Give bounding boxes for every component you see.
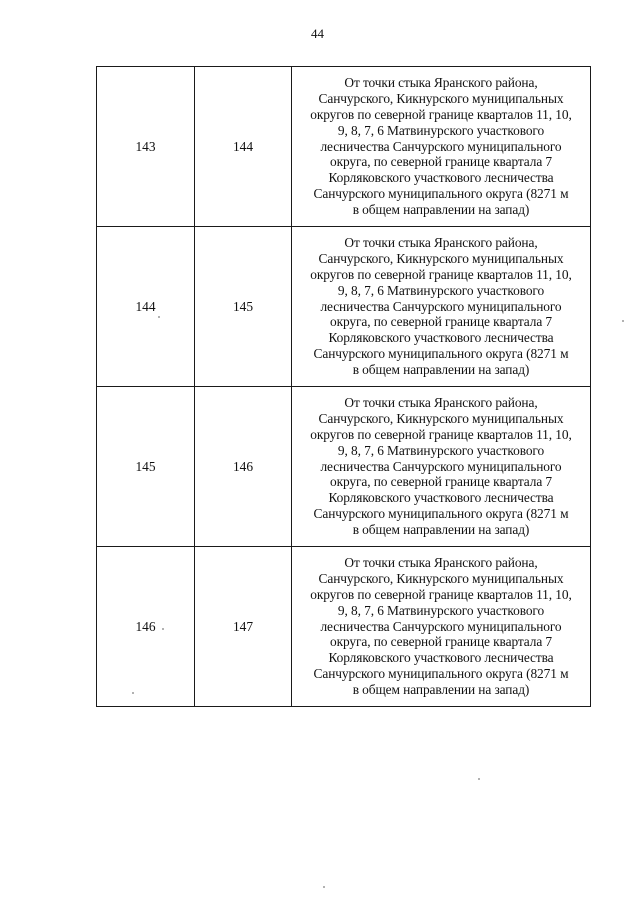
description-line: От точки стыка Яранского района, — [344, 75, 538, 91]
from-point-cell: 143 — [97, 67, 195, 227]
description-line: Санчурского муниципального округа (8271 м — [313, 665, 569, 681]
table-row — [97, 547, 591, 707]
table-row — [97, 227, 591, 387]
scan-speck — [622, 320, 624, 322]
description-line: Санчурского, Кикнурского муниципальных — [318, 571, 564, 587]
boundary-table — [96, 66, 591, 707]
to-point-cell: 146 — [195, 387, 292, 547]
description-line: в общем направлении на запад) — [352, 361, 530, 377]
description-line: лесничества Санчурского муниципального — [320, 138, 562, 154]
page-number: 44 — [311, 26, 324, 41]
description-line: Санчурского, Кикнурского муниципальных — [318, 91, 564, 107]
description-line: 9, 8, 7, 6 Матвинурского участкового — [337, 122, 545, 138]
description-line: Санчурского муниципального округа (8271 м — [313, 345, 569, 361]
description-line: округа, по северной границе квартала 7 — [329, 314, 553, 330]
description-line: Корляковского участкового лесничества — [328, 330, 554, 346]
to-point-cell: 147 — [195, 547, 292, 707]
description-line: Корляковского участкового лесничества — [328, 490, 554, 506]
description-line: Санчурского муниципального округа (8271 м — [313, 505, 569, 521]
description-line: округов по северной границе кварталов 11, 10, — [310, 107, 572, 122]
scan-speck — [158, 316, 160, 318]
description-line: От точки стыка Яранского района, — [344, 235, 538, 251]
description-line: округов по северной границе кварталов 11, 10, — [310, 267, 572, 282]
scan-speck — [323, 886, 325, 888]
description-line: 9, 8, 7, 6 Матвинурского участкового — [337, 602, 545, 618]
description-line: округов по северной границе кварталов 11, 10, — [310, 587, 572, 602]
table-row — [97, 387, 591, 547]
description-line: лесничества Санчурского муниципального — [320, 618, 562, 634]
table-row — [97, 67, 591, 227]
description-line: лесничества Санчурского муниципального — [320, 298, 562, 314]
description-cell — [292, 67, 591, 227]
description-cell — [292, 547, 591, 707]
description-line: Корляковского участкового лесничества — [328, 650, 554, 666]
description-line: округов по северной границе кварталов 11, 10, — [310, 427, 572, 442]
description-line: 9, 8, 7, 6 Матвинурского участкового — [337, 442, 545, 458]
description-line: Санчурского, Кикнурского муниципальных — [318, 411, 564, 427]
description-line: Корляковского участкового лесничества — [328, 170, 554, 186]
from-point-cell: 146 — [97, 547, 195, 707]
from-point-cell: 145 — [97, 387, 195, 547]
scan-speck — [162, 628, 164, 630]
description-line: в общем направлении на запад) — [352, 521, 530, 537]
from-point-cell: 144 — [97, 227, 195, 387]
description-line: лесничества Санчурского муниципального — [320, 458, 562, 474]
scan-speck — [132, 692, 134, 694]
description-line: округа, по северной границе квартала 7 — [329, 474, 553, 490]
description-cell — [292, 387, 591, 547]
description-cell — [292, 227, 591, 387]
description-line: 9, 8, 7, 6 Матвинурского участкового — [337, 282, 545, 298]
scan-speck — [478, 778, 480, 780]
to-point-cell: 145 — [195, 227, 292, 387]
description-line: округа, по северной границе квартала 7 — [329, 634, 553, 650]
description-line: округа, по северной границе квартала 7 — [329, 154, 553, 170]
description-line: Санчурского, Кикнурского муниципальных — [318, 251, 564, 267]
to-point-cell: 144 — [195, 67, 292, 227]
description-line: От точки стыка Яранского района, — [344, 555, 538, 571]
description-line: От точки стыка Яранского района, — [344, 395, 538, 411]
description-line: Санчурского муниципального округа (8271 м — [313, 185, 569, 201]
description-line: в общем направлении на запад) — [352, 681, 530, 697]
description-line: в общем направлении на запад) — [352, 201, 530, 217]
